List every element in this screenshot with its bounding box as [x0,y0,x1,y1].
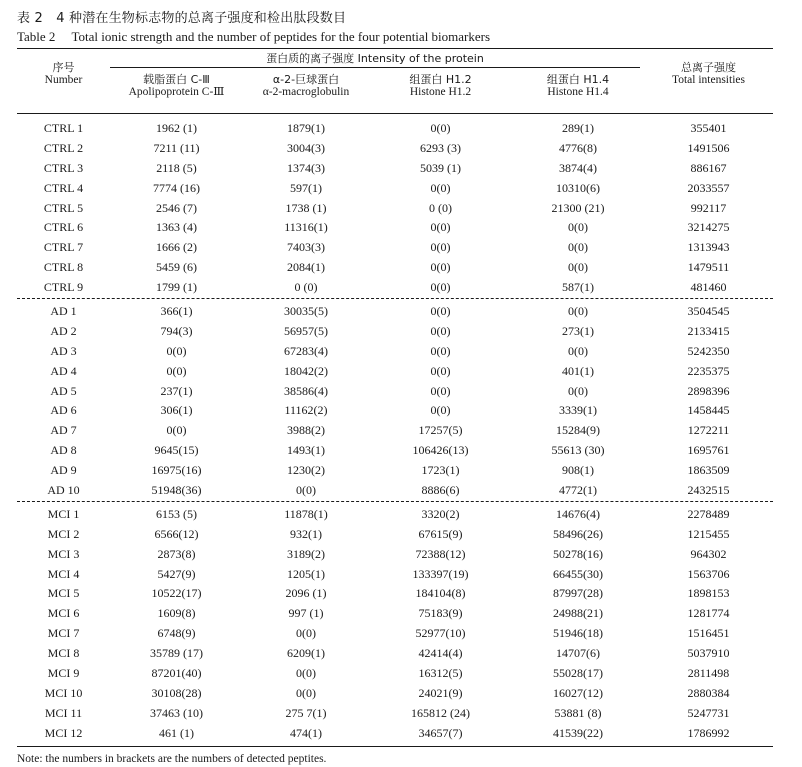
table-cell: 1230(2) [287,463,325,478]
table-cell: 275 7(1) [285,705,327,720]
row-label: AD 9 [50,463,77,478]
table-cell: 3189(2) [287,546,325,561]
table-cell: 11878(1) [284,506,328,521]
row-label: MCI 4 [47,566,80,581]
table-cell: 1786992 [687,725,730,740]
table-cell: 0(0) [568,304,588,319]
table-cell: 0(0) [296,666,316,681]
table-cell: 51946(18) [553,626,603,641]
table-cell: 0(0) [430,343,451,358]
table-row [17,401,773,421]
table-row [17,461,773,481]
row-label: CTRL 9 [43,280,84,295]
table-cell: 1879(1) [287,121,325,135]
table-cell: 15284(9) [556,423,600,438]
table-cell: 2118 (5) [156,160,197,175]
table-cell: 1962 (1) [156,121,197,135]
table-row [17,664,773,684]
table-cell: 0(0) [568,240,588,255]
table-cell: 2546 (7) [156,200,197,215]
table-cell: 1799 (1) [156,280,197,295]
table-row [17,724,773,744]
bottom-rule [17,746,773,747]
header-protein3-cn: 组蛋白 H1.2 [409,73,472,86]
row-label: AD 6 [50,403,77,418]
table-cell: 34657(7) [418,725,463,740]
table-cell: 133397(19) [412,566,469,581]
table-cell: 7403(3) [287,240,325,255]
table-row [17,119,773,139]
table-cell: 1516451 [687,626,730,641]
table-cell: 1738 (1) [285,200,327,215]
table-row [17,179,773,199]
table-cell: 597(1) [290,180,322,195]
table-row [17,302,773,322]
table-cell: 5459 (6) [156,260,197,275]
table-cell: 0(0) [430,323,451,338]
table-cell: 0(0) [430,280,451,295]
row-label: CTRL 3 [43,160,84,175]
table-cell: 10522(17) [151,586,202,601]
row-label: CTRL 8 [43,260,84,275]
table-cell: 1215455 [687,526,730,541]
table-row [17,199,773,219]
row-label: MCI 9 [47,666,80,681]
header-total-cn: 总离子强度 [681,61,736,74]
table-cell: 3874(4) [559,160,597,175]
header-number-cn: 序号 [52,61,75,74]
table-cell: 4776(8) [559,140,597,155]
table-cell: 587(1) [562,280,594,295]
table-row [17,505,773,525]
table-cell: 1898153 [687,586,730,601]
table-note: Note: the numbers in brackets are the numbers of detected peptites. [17,752,327,765]
table-cell: 17257(5) [418,423,463,438]
table-row [17,382,773,402]
table-cell: 30108(28) [151,685,202,700]
table-cell: 6293 (3) [420,140,461,155]
table-cell: 24021(9) [418,685,463,700]
table-cell: 6566(12) [154,526,199,541]
header-number [17,61,110,87]
table-cell: 24988(21) [553,606,603,621]
table-cell: 3339(1) [559,403,597,418]
table-cell: 30035(5) [284,304,328,319]
table-cell: 11162(2) [284,403,328,418]
table-cell: 5242350 [687,343,730,358]
row-label: AD 1 [50,304,77,319]
row-label: MCI 12 [44,725,83,740]
table-cell: 0(0) [430,240,451,255]
header-total [644,61,773,87]
table-cell: 3988(2) [287,423,325,438]
table-cell: 72388(12) [415,546,466,561]
table-cell: 964302 [690,546,727,561]
table-row [17,704,773,724]
table-cell: 1491506 [687,140,730,155]
table-cell: 1723(1) [421,463,460,478]
table-cell: 56957(5) [284,323,328,338]
table-cell: 2880384 [687,685,730,700]
table-cell: 6748(9) [157,626,196,641]
table-row [17,565,773,585]
table-row [17,342,773,362]
table-row [17,584,773,604]
table-cell: 50278(16) [553,546,603,561]
table-cell: 41539(22) [553,725,603,740]
table-cell: 165812 (24) [411,705,470,720]
table-cell: 0(0) [430,121,451,135]
table-cell: 1863509 [687,463,730,478]
table-cell: 16975(16) [151,463,202,478]
table-cell: 0(0) [166,423,187,438]
row-label: MCI 3 [47,546,80,561]
table-header [17,49,773,113]
table-cell: 474(1) [290,725,322,740]
row-label: CTRL 1 [43,121,84,135]
table-caption-cn: 表 2 4 种潜在生物标志物的总离子强度和检出肽段数目 [17,11,347,26]
table-cell: 0(0) [568,220,588,235]
table-cell: 75183(9) [418,606,463,621]
table-cell: 932(1) [290,526,322,541]
table-cell: 1563706 [687,566,730,581]
table-cell: 1363 (4) [156,220,197,235]
table-row [17,322,773,342]
table-cell: 1272211 [687,423,730,438]
table-cell: 0(0) [568,260,588,275]
row-label: AD 8 [50,443,77,458]
row-label: MCI 6 [47,606,80,621]
table-cell: 2278489 [687,506,730,521]
table-row [17,278,773,298]
table-caption-en: Table 2 Total ionic strength and the number of peptides for the four potential biomarkers [17,29,491,44]
table-cell: 37463 (10) [150,705,203,720]
table-cell: 10310(6) [556,180,600,195]
header-protein1 [110,73,243,99]
row-label: MCI 5 [47,586,80,601]
row-label: CTRL 6 [43,220,84,235]
table-cell: 306(1) [160,403,193,418]
row-group [17,114,773,298]
table-cell: 5247731 [687,705,730,720]
table-cell: 0(0) [430,260,451,275]
table-cell: 886167 [690,160,727,175]
table-cell: 51948(36) [151,483,202,498]
table-cell: 42414(4) [418,646,463,661]
row-label: AD 3 [50,343,77,358]
row-label: CTRL 5 [43,200,84,215]
table-cell: 87997(28) [553,586,603,601]
table-cell: 5037910 [687,646,730,661]
table-cell: 2235375 [687,363,730,378]
header-protein2-cn: α-2-巨球蛋白 [272,73,340,86]
table-cell: 2033557 [687,180,730,195]
row-label: AD 10 [47,483,80,498]
table-cell: 273(1) [562,323,594,338]
table-row [17,684,773,704]
header-protein2 [243,73,369,99]
table-cell: 3004(3) [287,140,325,155]
table-cell: 6209(1) [287,646,325,661]
table-cell: 401(1) [562,363,594,378]
row-label: CTRL 2 [43,140,84,155]
table-cell: 0(0) [430,383,451,398]
table-cell: 5427(9) [157,566,196,581]
table-cell: 55028(17) [553,666,603,681]
table-row [17,624,773,644]
table-row [17,525,773,545]
header-protein3-en: Histone H1.2 [409,86,472,98]
header-span-rule [110,67,640,68]
table-cell: 0 (0) [294,280,318,295]
table-cell: 4772(1) [559,483,597,498]
table-cell: 289(1) [562,121,594,135]
row-label: MCI 1 [47,506,80,521]
table-cell: 2096 (1) [285,586,327,601]
table-cell: 2084(1) [287,260,325,275]
table-cell: 1281774 [687,606,730,621]
table-body [17,114,773,744]
table-cell: 1695761 [687,443,730,458]
table-cell: 0(0) [430,180,451,195]
table-cell: 0(0) [430,403,451,418]
table-cell: 18042(2) [284,363,328,378]
header-protein3 [369,73,512,99]
table-cell: 2898396 [687,383,730,398]
table-cell: 52977(10) [415,626,466,641]
row-group [17,298,773,501]
table-cell: 87201(40) [151,666,202,681]
table-cell: 366(1) [160,304,193,319]
table-cell: 2873(8) [157,546,196,561]
table-cell: 8886(6) [421,483,460,498]
table-cell: 16027(12) [553,685,603,700]
table-row [17,545,773,565]
header-protein2-en: α-2-macroglobulin [262,86,350,98]
table-cell: 0(0) [166,343,187,358]
table-cell: 0(0) [430,220,451,235]
table-row [17,644,773,664]
row-label: AD 4 [50,363,77,378]
table-cell: 35789 (17) [150,646,203,661]
table-cell: 9645(15) [154,443,199,458]
table-cell: 908(1) [562,463,594,478]
table-row [17,481,773,501]
row-label: CTRL 7 [43,240,84,255]
row-label: MCI 7 [47,626,80,641]
table-cell: 1609(8) [157,606,196,621]
row-group [17,501,773,744]
header-total-en: Total intensities [672,74,745,86]
table-row [17,258,773,278]
table-cell: 0 (0) [429,200,452,215]
row-label: CTRL 4 [43,180,84,195]
table-cell: 0(0) [430,363,451,378]
table-row [17,441,773,461]
table-row [17,362,773,382]
table-cell: 55613 (30) [551,443,605,458]
table-cell: 11316(1) [284,220,328,235]
table-cell: 16312(5) [418,666,463,681]
table-cell: 67615(9) [418,526,463,541]
table-cell: 1313943 [687,240,730,255]
table-cell: 2811498 [687,666,730,681]
table-cell: 184104(8) [415,586,466,601]
table-cell: 3320(2) [421,506,460,521]
table-cell: 38586(4) [284,383,328,398]
header-protein4-en: Histone H1.4 [547,86,609,98]
table-page [17,10,773,765]
table-cell: 3214275 [687,220,730,235]
table-row [17,218,773,238]
table-cell: 7774 (16) [153,180,200,195]
table-cell: 0(0) [166,363,187,378]
table-row [17,238,773,258]
table-cell: 992117 [690,200,727,215]
header-protein4-cn: 组蛋白 H1.4 [546,73,610,86]
row-label: MCI 11 [44,705,83,720]
header-span-label: 蛋白质的离子强度 Intensity of the protein [266,52,484,65]
table-cell: 1458445 [687,403,730,418]
table-row [17,604,773,624]
table-cell: 237(1) [160,383,193,398]
table-cell: 21300 (21) [551,200,605,215]
table-cell: 14676(4) [556,506,600,521]
table-cell: 1493(1) [287,443,325,458]
row-label: MCI 2 [47,526,80,541]
table-cell: 794(3) [160,323,193,338]
table-cell: 6153 (5) [156,506,197,521]
table-cell: 0(0) [296,626,316,641]
table-cell: 5039 (1) [420,160,461,175]
table-row [17,421,773,441]
row-label: AD 7 [50,423,77,438]
table-cell: 106426(13) [412,443,469,458]
header-protein4 [512,73,644,99]
row-label: MCI 8 [47,646,80,661]
table-cell: 0(0) [430,304,451,319]
table-cell: 3504545 [687,304,730,319]
table-row [17,159,773,179]
table-cell: 0(0) [568,343,588,358]
table-cell: 2432515 [687,483,730,498]
table-cell: 67283(4) [284,343,328,358]
row-label: AD 5 [50,383,77,398]
row-label: AD 2 [50,323,77,338]
table-row [17,139,773,159]
header-number-en: Number [44,74,83,86]
table-cell: 0(0) [568,383,588,398]
table-cell: 58496(26) [553,526,603,541]
table-cell: 0(0) [296,685,316,700]
table-cell: 1374(3) [287,160,325,175]
table-cell: 14707(6) [556,646,600,661]
table-cell: 2133415 [687,323,730,338]
table-cell: 1205(1) [287,566,325,581]
header-protein1-en: Apolipoprotein C-Ⅲ [128,86,225,98]
table-cell: 1479511 [687,260,730,275]
table-cell: 66455(30) [553,566,603,581]
table-cell: 0(0) [296,483,316,498]
table-cell: 53881 (8) [554,705,602,720]
table-cell: 997 (1) [288,606,324,621]
table-cell: 461 (1) [159,725,194,740]
row-label: MCI 10 [44,685,83,700]
table-cell: 481460 [690,280,727,295]
table-cell: 355401 [690,121,727,135]
table-cell: 1666 (2) [156,240,197,255]
table-cell: 7211 (11) [153,140,200,155]
header-protein1-cn: 载脂蛋白 C-Ⅲ [143,73,210,86]
